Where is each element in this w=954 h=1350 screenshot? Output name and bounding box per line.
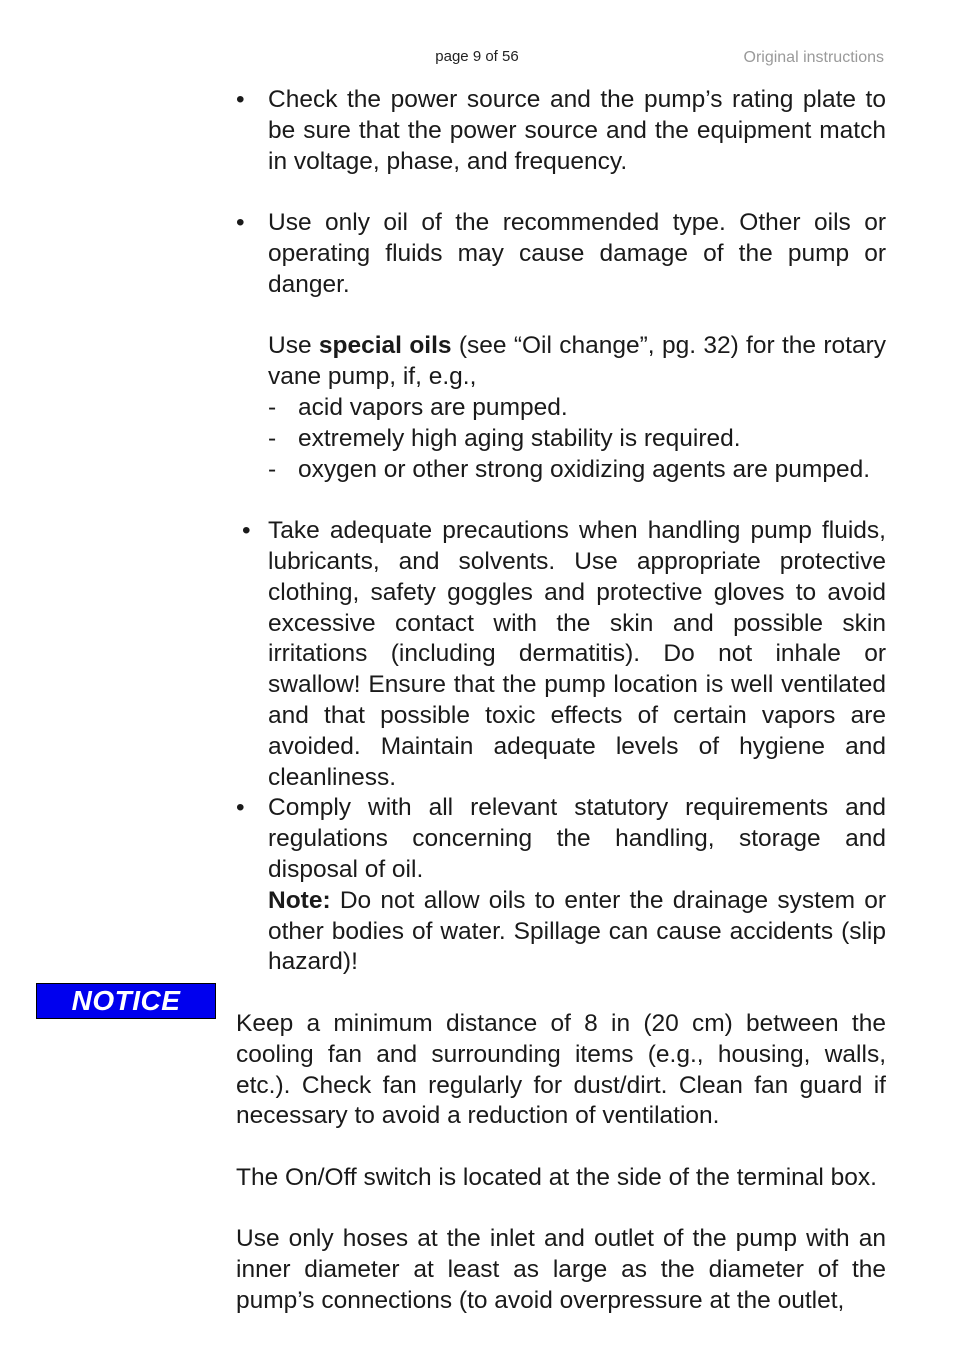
bullet-text: Comply with all relevant statutory requirements and regulations concerning the handling, storage and disposal of oil. <box>268 794 886 883</box>
notice-paragraph-fan: Keep a minimum distance of 8 in (20 cm) between the cooling fan and surrounding items (e.g., housing, walls, etc.). Check fan regularly for dust/dirt. Clean fan guard if necessary to avoid a reduction of ventilation. <box>236 1009 886 1130</box>
notice-paragraph-hoses: Use only hoses at the inlet and outlet of the pump with an inner diameter at least as large as the diameter of the pump’s connections (to avoid overpressure at the outlet, <box>236 1225 886 1315</box>
bullet-mark: • <box>236 794 245 822</box>
page-number: page 9 of 56 <box>435 48 519 65</box>
notice-badge: NOTICE <box>36 983 216 1019</box>
bullet-precautions <box>236 516 886 793</box>
dash-item: - oxygen or other strong oxidizing agents are pumped. <box>268 455 871 483</box>
special-oils-text: Use special oils (see “Oil change”, pg. 32) for the rotary vane pump, if, e.g., <box>268 332 886 391</box>
dash-item: - extremely high aging stability is required. <box>268 424 741 452</box>
bullet-text: Check the power source and the pump’s rating plate to be sure that the power source and the equipment match in voltage, phase, and frequency. <box>268 86 886 175</box>
page-content <box>236 85 886 1317</box>
bullet-text: Take adequate precautions when handling pump fluids, lubricants, and solvents. Use appropriate protective clothing, safety goggles and protective gloves to avoid excessive contact with the skin and possible skin irritations (including dermatitis). Do not inhale or swallow! Ensure that the pump location is well ventilated and that possible toxic effects of certain vapors are avoided. Maintain adequate levels of hygiene and cleanliness. <box>268 517 886 791</box>
note-text: Note: Do not allow oils to enter the drainage system or other bodies of water. Spillage can cause accidents (slip hazard)! <box>268 886 886 976</box>
bullet-mark: • <box>236 209 245 237</box>
bullet-oil-type <box>236 208 886 485</box>
note-label: Note: <box>268 886 331 914</box>
bullet-power-source <box>236 85 886 177</box>
bullet-mark: • <box>236 86 245 113</box>
notice-paragraph-switch: The On/Off switch is located at the side of the terminal box. <box>236 1163 877 1191</box>
bullet-mark: • <box>242 517 251 545</box>
dash-item: - acid vapors are pumped. <box>268 393 568 421</box>
document-label: Original instructions <box>743 49 884 66</box>
special-oils-emphasis: special oils <box>318 332 452 360</box>
bullet-regulations <box>236 793 886 978</box>
bullet-text: Use only oil of the recommended type. Other oils or operating fluids may cause damage of the pump or danger. <box>268 209 886 298</box>
